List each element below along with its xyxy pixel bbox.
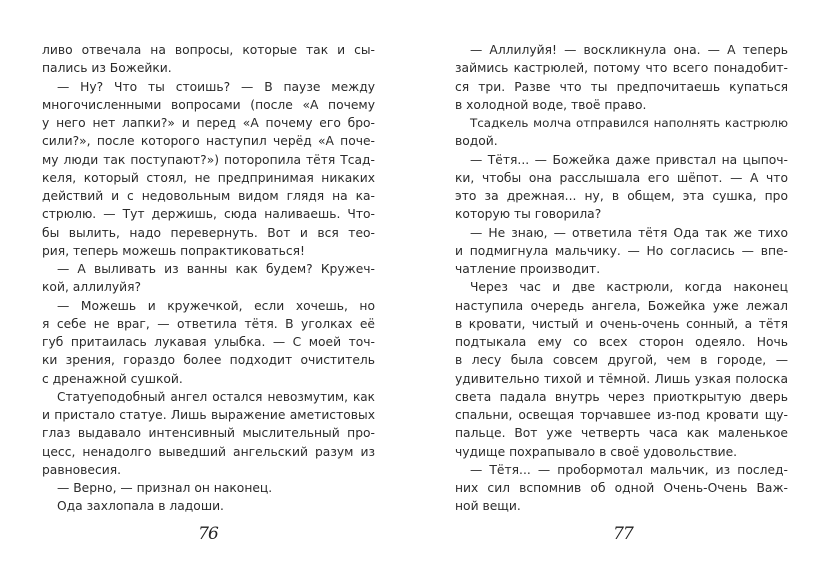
text-line: — Можешь и кружечкой, если хочешь, но [57,298,375,313]
text-line: с дренажной сушкой. [42,371,183,386]
text-line: ной вещи. [455,499,521,514]
text-line: Тсадкель молча отправился наполнять кастрюлю [470,116,788,130]
text-line: — Не знаю, — ответила тётя Ода так же тихо [470,225,788,240]
text-line: рия, теперь можешь попрактиковаться! [42,243,305,258]
text-line: ки, чтобы она расслышала его шёпот. — А что [455,170,788,185]
text-line: в лесу была совсем другой, чем в городе, — [455,353,788,368]
text-line: них сил вспомнив об одной Очень-Очень Важ- [455,481,788,495]
text-line: в холодной воде, твоё право. [455,97,647,112]
text-line: света падала внутрь через приоткрытую дверь [455,389,788,404]
page-number-right: 77 [613,524,633,544]
text-line: спальни, освещая торчавшее из-под кровати щу- [455,408,788,422]
text-line: ки зрения, гораздо более подходит очиститель [42,353,375,368]
page-number-left: 76 [198,524,218,544]
text-line: равновесия. [42,462,122,477]
text-line: водой. [455,134,498,149]
text-line: Статуеподобный ангел остался невозмутим, как [57,389,375,404]
right-page [417,0,834,580]
text-line: удивительно тихой и тёмной. Лишь узкая полоска [455,371,788,386]
text-line: многочисленными вопросами (после «А почему [42,97,375,112]
text-line: пальце. Вот уже четверть часа как маленькое [455,426,788,441]
text-line: Через час и две кастрюли, когда наконец [470,280,788,295]
text-line: чатление производит. [455,262,601,276]
text-line: ся три. Разве что ты предпочитаешь купаться [455,79,788,94]
text-line: пались из Божейки. [42,61,172,76]
text-line: кой, аллилуйя? [42,280,142,295]
left-page-text [42,41,375,516]
text-line: наступила очередь ангела, Божейка уже лежал [455,298,788,313]
text-line: — Тётя... — Божейка даже привстал на цыпоч- [470,152,788,167]
right-page-text [455,41,788,516]
text-line: сили?», после которого наступил черёд «А поче- [42,134,375,149]
text-line: Ода захлопала в ладоши. [57,499,224,514]
text-line: му люди так поступают?») поторопила тётя Тсад- [42,152,375,167]
text-line: стрюлю. — Тут держишь, сюда наливаешь. Что- [42,207,375,222]
text-line: глаз выдавало интенсивный мыслительный про- [42,426,375,441]
text-line: губ притаилась лукавая улыбка. — С моей точ- [42,335,375,349]
text-line: цесс, ненадолго выведший ангельский разум из [42,444,375,459]
text-line: это за дрежная... ну, в общем, эта сушка, про [455,189,788,203]
text-line: — Аллилуйя! — воскликнула она. — А теперь [470,43,788,57]
text-line: — Ну? Что ты стоишь? — В паузе между [57,79,375,94]
text-line: ливо отвечала на вопросы, которые так и сы- [42,43,375,57]
text-line: займись кастрюлей, потому что всего понадобит- [455,61,788,76]
text-line: — А выливать из ванны как будем? Кружеч- [57,262,375,276]
text-line: действий и с недовольным видом глядя на ка- [42,189,375,203]
text-line: чудище похрапывало в своё удовольствие. [455,444,738,459]
text-line: и пристало статуе. Лишь выражение аметистовых [42,408,375,422]
text-line: в кровати, чистый и очень-очень сонный, а тётя [455,316,788,331]
text-line: которую ты говорила? [455,207,602,222]
left-page [0,0,417,580]
text-line: бы вылить, надо перевернуть. Вот и вся тео- [42,225,375,240]
text-line: — Тётя... — пробормотал мальчик, из послед- [470,462,788,477]
text-line: — Верно, — признал он наконец. [57,481,273,495]
text-line: у него нет лапки?» и перед «А почему его бро- [42,116,375,130]
text-line: и подмигнула мальчику. — Но согласись — впе- [455,243,788,258]
text-line: я себе не враг, — ответила тётя. В уголках её [42,316,375,331]
text-line: подтыкала ему со всех сторон одеяло. Ночь [455,335,788,349]
text-line: келя, который стоял, не предпринимая никаких [42,170,375,185]
